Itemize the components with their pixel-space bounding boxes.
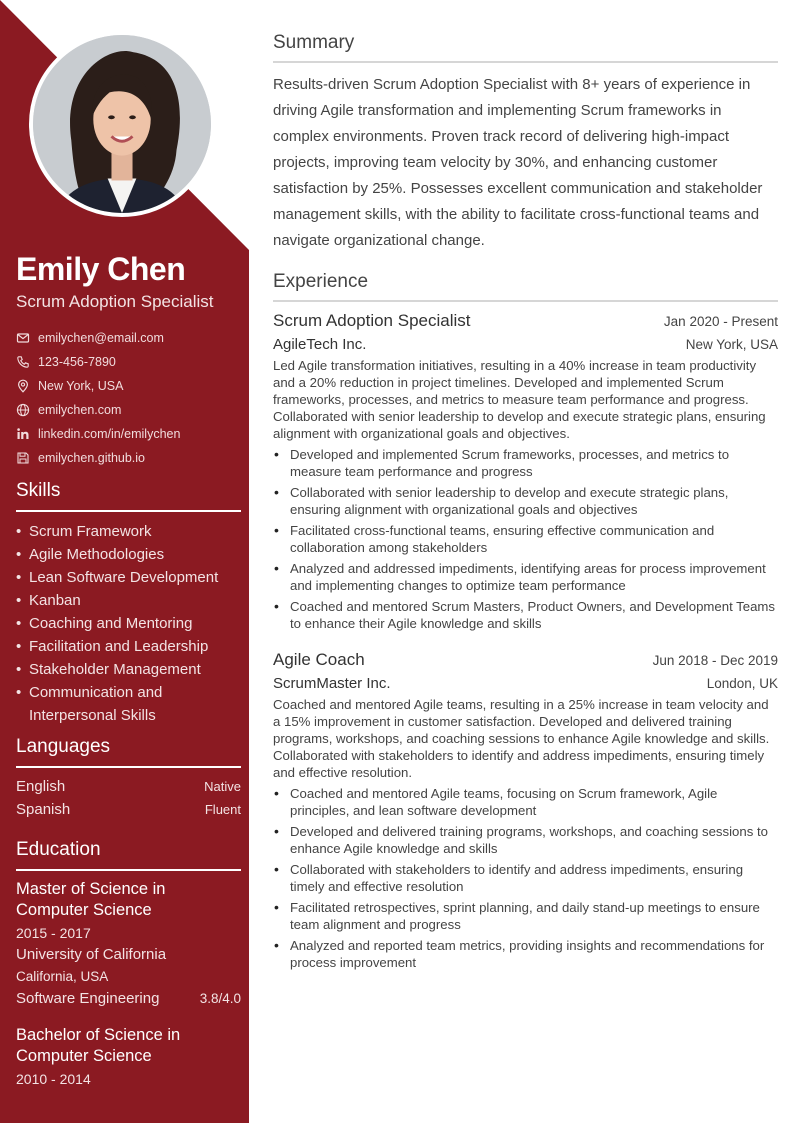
skills-list	[16, 520, 244, 727]
skill-item: • Kanban	[16, 589, 244, 612]
job-bullet: • Facilitated cross-functional teams, ensuring effective communication and collaboration among stakeholders	[273, 522, 778, 556]
job-bullet: • Coached and mentored Scrum Masters, Product Owners, and Development Teams to enhance their Agile knowledge and skills	[273, 598, 778, 632]
job-bullet: • Analyzed and addressed impediments, identifying areas for process improvement and implementing changes to optimize team performance	[273, 560, 778, 594]
job-entry	[273, 311, 778, 636]
job-description: Coached and mentored Agile teams, resulting in a 25% increase in team velocity and a 15% improvement in customer satisfaction. Developed and delivered training programs, workshops, and coaching sessions to enhance Agile knowledge and skills. Collaborated with stakeholders to identify and address impediments, ensuring timely and effective resolution.	[273, 697, 770, 780]
job-entry	[273, 650, 778, 975]
skill-item: • Stakeholder Management	[16, 658, 244, 681]
location-pin-icon	[16, 379, 30, 393]
job-bullet: • Coached and mentored Agile teams, focusing on Scrum framework, Agile principles, and lean software development	[273, 785, 778, 819]
job-company: ScrumMaster Inc.	[273, 675, 391, 692]
job-dates: Jan 2020 - Present	[663, 314, 778, 329]
contact-list	[16, 326, 241, 470]
degree-years: 2015 - 2017	[16, 925, 91, 941]
languages-heading: Languages	[16, 736, 241, 768]
school-name: University of California	[16, 946, 167, 963]
sidebar	[0, 0, 249, 1123]
skill-item: • Coaching and Mentoring	[16, 612, 244, 635]
job-bullet: • Developed and implemented Scrum frameworks, processes, and metrics to measure team performance and progress	[273, 446, 778, 480]
job-bullet: • Analyzed and reported team metrics, providing insights and recommendations for process improvement	[273, 937, 778, 971]
education-entry-bachelors	[16, 1025, 241, 1090]
job-bullet: • Facilitated retrospectives, sprint planning, and daily stand-up meetings to ensure team alignment and progress	[273, 899, 778, 933]
experience-heading: Experience	[273, 271, 778, 302]
contact-linkedin[interactable]	[16, 422, 241, 446]
skill-item: • Lean Software Development	[16, 566, 244, 589]
skill-item: • Scrum Framework	[16, 520, 244, 543]
school-location: California, USA	[16, 969, 109, 984]
contact-website-text: emilychen.com	[38, 403, 122, 417]
job-role: Scrum Adoption Specialist	[273, 311, 471, 330]
job-bullets	[273, 785, 778, 971]
language-level: Native	[204, 779, 241, 794]
contact-linkedin-text: linkedin.com/in/emilychen	[38, 427, 181, 441]
portrait-avatar-icon	[33, 35, 211, 213]
contact-phone-text: 123-456-7890	[38, 355, 116, 369]
contact-email[interactable]	[16, 326, 241, 350]
contact-email-text: emilychen@email.com	[38, 331, 164, 345]
degree-name: Master of Science in Computer Science	[16, 880, 166, 919]
job-bullet: • Developed and delivered training programs, workshops, and coaching sessions to enhance Agile knowledge and skills	[273, 823, 778, 857]
job-company: AgileTech Inc.	[273, 336, 367, 353]
contact-location-text: New York, USA	[38, 379, 124, 393]
contact-website[interactable]	[16, 398, 241, 422]
gpa-value: 3.8/4.0	[199, 991, 241, 1006]
linkedin-icon	[16, 427, 30, 441]
profile-photo	[29, 31, 215, 217]
language-row	[16, 775, 241, 798]
summary-text: Results-driven Scrum Adoption Specialist with 8+ years of experience in driving Agile transformation and implementing Scrum frameworks in complex environments. Proven track record of delivering high-impact projects, improving team velocity by 30%, and enhancing customer satisfaction by 25%. Possesses excellent communication and stakeholder management skills, with the ability to facilitate cross-functional teams and navigate organizational change.	[273, 76, 763, 249]
language-name: English	[16, 778, 66, 795]
job-dates: Jun 2018 - Dec 2019	[652, 653, 778, 668]
language-name: Spanish	[16, 801, 71, 818]
email-icon	[16, 331, 30, 345]
degree-name: Bachelor of Science in Computer Science	[16, 1026, 181, 1065]
language-row	[16, 798, 241, 821]
job-location: New York, USA	[685, 337, 778, 352]
skills-heading: Skills	[16, 480, 241, 512]
field-of-study: Software Engineering	[16, 990, 160, 1007]
contact-github[interactable]	[16, 446, 241, 470]
job-bullet: • Collaborated with senior leadership to develop and execute strategic plans, ensuring alignment with organizational goals and objectives	[273, 484, 778, 518]
skill-item: • Agile Methodologies	[16, 543, 244, 566]
candidate-name: Emily Chen	[16, 251, 186, 287]
job-description: Led Agile transformation initiatives, resulting in a 40% increase in team productivity and a 20% reduction in project timelines. Developed and implemented Scrum frameworks, processes, and metrics to measure team performance and progress. Collaborated with senior leadership to develop and execute strategic plans, ensuring alignment with organizational goals and objectives.	[273, 358, 766, 441]
job-bullets	[273, 446, 778, 632]
degree-years: 2010 - 2014	[16, 1071, 91, 1087]
summary-heading: Summary	[273, 32, 778, 63]
job-bullet: • Collaborated with stakeholders to identify and address impediments, ensuring timely and effective resolution	[273, 861, 778, 895]
field-gpa-row	[16, 988, 241, 1010]
job-location: London, UK	[706, 676, 778, 691]
education-entry-masters	[16, 879, 241, 1010]
education-heading: Education	[16, 839, 241, 871]
phone-icon	[16, 355, 30, 369]
languages-list	[16, 775, 241, 821]
contact-location	[16, 374, 241, 398]
job-role: Agile Coach	[273, 650, 365, 669]
contact-github-text: emilychen.github.io	[38, 451, 146, 465]
language-level: Fluent	[204, 802, 241, 817]
github-icon	[16, 451, 30, 465]
skill-item: • Facilitation and Leadership	[16, 635, 244, 658]
globe-icon	[16, 403, 30, 417]
contact-phone[interactable]	[16, 350, 241, 374]
job-title: Scrum Adoption Specialist	[16, 292, 214, 311]
skill-item: • Communication and Interpersonal Skills	[16, 681, 244, 727]
